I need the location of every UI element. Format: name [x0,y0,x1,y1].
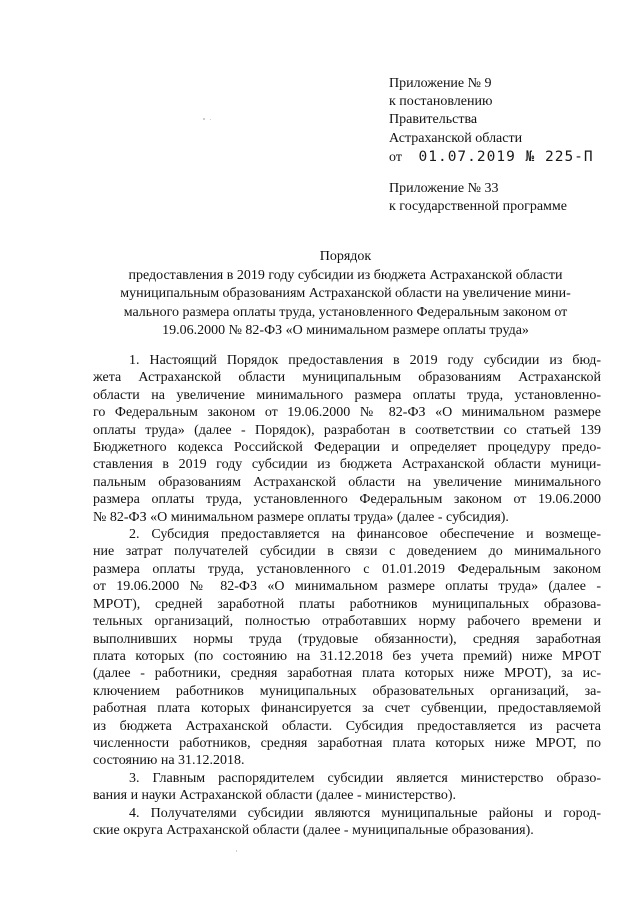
title-line: 19.06.2000 № 82-ФЗ «О минимальном размере оплаты труда» [162,322,529,338]
date-prefix: от [389,149,402,165]
paragraph-1-line: ставления в 2019 году субсидии из бюджета Астраханской области муници- [93,457,601,473]
appendix-line: Астраханской области [389,130,523,146]
appendix-line: Правительства [389,112,478,128]
paragraph-4-line: ские округа Астраханской области (далее - муниципальные образования). [93,822,534,838]
title-line: мального размера оплаты труда, установленного Федеральным законом от [123,304,568,320]
paragraph-3-line: вания и науки Астраханской области (далее - министерство). [93,788,457,804]
paragraph-1-line: № 82-ФЗ «О минимальном размере оплаты труда» (далее - субсидия). [93,509,509,525]
paragraph-2-line: ключением работников муниципальных образовательных организаций, за- [93,683,601,699]
paragraph-1-line: пальным образованиям Астраханской области на увеличение минимального [93,474,601,490]
title-heading: Порядок [319,249,372,264]
appendix-line: Приложение № 9 [389,76,492,91]
paragraph-2-line: ние затрат получателей субсидии в связи с доведением до минимального [93,544,601,560]
paragraph-2-line: плата которых (по состоянию на 31.12.2018 без учета премий) ниже МРОТ [93,648,601,664]
paragraph-2-line: состоянию на 31.12.2018. [93,753,245,769]
decree-date-stamp: 01.07.2019 № 225-П [418,148,594,165]
title-line: предоставления в 2019 году субсидии из бюджета Астраханской области [128,268,563,284]
scan-speck [203,118,205,120]
decree-date-row [389,148,594,167]
paragraph-2-line: размера оплаты труда, установленного с 01.01.2019 Федеральным законом [93,561,601,577]
paragraph-2-line: 2. Субсидия предоставляется на финансовое обеспечение и возмеще- [129,527,601,543]
program-appendix-header [389,180,567,216]
paragraph-4-line: 4. Получателями субсидии являются муниципальные районы и город- [129,805,601,821]
paragraph-2-line: из бюджета Астраханской области. Субсидия предоставляется из расчета [93,718,601,734]
paragraph-1-line: го Федеральным законом от 19.06.2000 № 82-ФЗ «О минимальном размере [93,405,601,421]
appendix-header [389,75,594,167]
scan-speck [236,850,237,852]
appendix-line: к постановлению [389,94,493,110]
title-line: муниципальным образованиям Астраханской области на увеличение мини- [120,286,571,302]
paragraph-1-line: Бюджетного кодекса Российской Федерации и определяет процедуру предо- [93,440,601,456]
paragraph-2-line: численности работников, средняя заработная плата которых ниже МРОТ, по [93,735,601,751]
paragraph-2-line: работная плата которых финансируется за счет субвенции, предоставляемой [93,701,601,717]
paragraph-2-line: тельных организаций, полностью отработавших норму рабочего времени и [93,614,601,630]
paragraph-1-line: оплаты труда» (далее - Порядок), разработан в соответствии со статьей 139 [93,422,601,438]
paragraph-2-line: выполнивших нормы труда (трудовые обязанности), средняя заработная [93,631,601,647]
document-body [93,352,601,839]
paragraph-2-line: (далее - работники, средняя заработная плата которых ниже МРОТ), за ис- [93,666,601,682]
paragraph-2-line: МРОТ), средней заработной платы работников муниципальных образова- [93,596,601,612]
program-appendix-line: Приложение № 33 [389,181,499,196]
paragraph-2-line: от 19.06.2000 № 82-ФЗ «О минимальном размере оплаты труда» (далее - [93,579,601,595]
paragraph-1-line: 1. Настоящий Порядок предоставления в 2019 году субсидии из бюд- [129,353,601,368]
paragraph-1-line: области на увеличение минимального размера оплаты труда, установленно- [93,387,601,403]
paragraph-3-line: 3. Главным распорядителем субсидии является министерство образо- [129,770,601,786]
paragraph-1-line: жета Астраханской области муниципальным образованиям Астраханской [93,370,601,386]
document-title [88,248,603,340]
scan-speck [210,119,211,120]
program-appendix-line: к государственной программе [389,199,567,215]
paragraph-1-line: размера оплаты труда, установленного Федеральным законом от 19.06.2000 [93,492,601,508]
